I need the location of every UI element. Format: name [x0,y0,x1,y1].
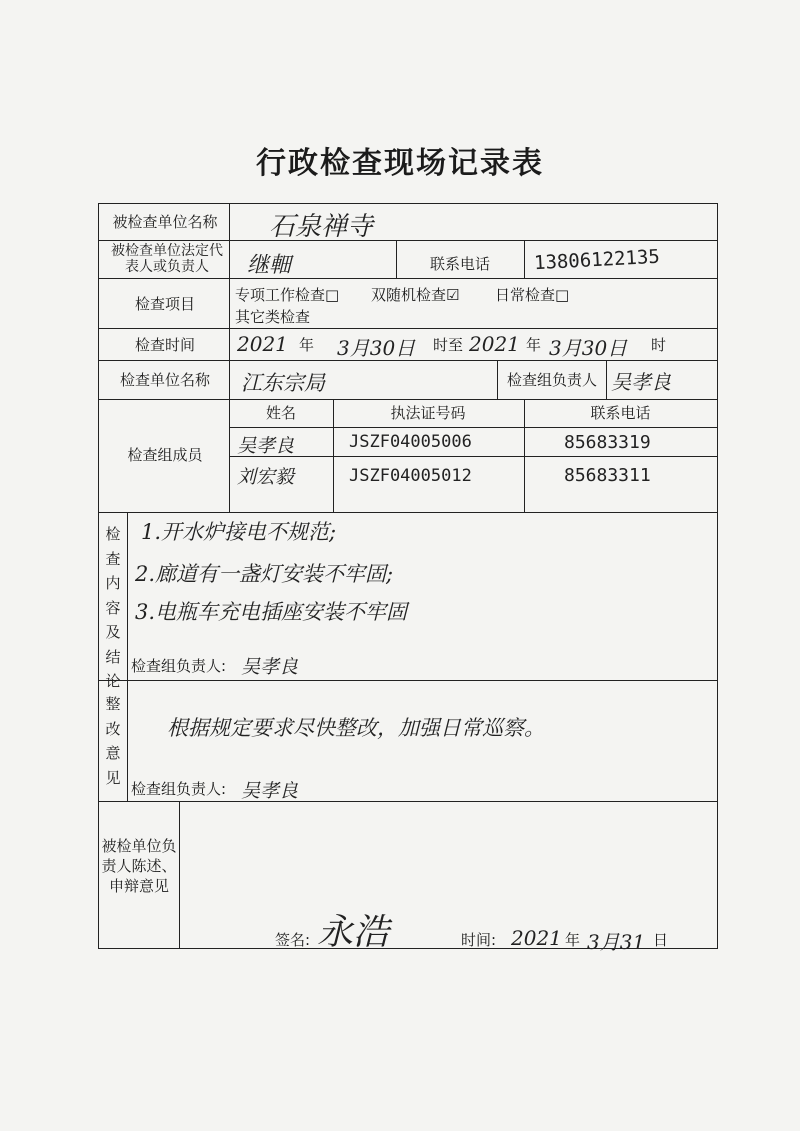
finding-item: 2.廊道有一盏灯安装不牢固; [135,562,394,586]
start-date-value: 3月30日 [337,336,416,360]
year-label: 年 [299,336,315,354]
col-divider [229,278,230,512]
col-divider [524,240,525,278]
rectification-leader-label: 检查组负责人: [131,780,227,798]
member-name: 刘宏毅 [237,466,295,488]
row-divider [99,680,717,681]
row-divider [99,801,717,802]
inspection-record-form [98,203,718,954]
statement-date-value: 3月31 [587,930,646,954]
statement-signature: 永浩 [317,912,390,953]
row-divider [229,456,717,457]
rectification-leader-signature: 吴孝良 [241,780,299,802]
finding-item: 1.开水炉接电不规范; [141,520,337,544]
row-divider [99,399,717,400]
until-label: 时至 [433,336,464,354]
item-other-label: 其它类检查 [235,308,311,326]
legal-rep-label: 被检查单位法定代表人或负责人 [111,243,223,275]
year-label: 年 [526,336,542,354]
page-title: 行政检查现场记录表 [256,146,544,181]
content-conclusion-label: 检查内容及结论 [105,525,121,690]
team-members-label: 检查组成员 [127,446,203,464]
time-label: 时间: [461,931,497,949]
col-divider [497,360,498,399]
legal-rep-value: 继䡒 [247,253,292,278]
statement-year-value: 2021 [511,926,562,950]
member-license: JSZF04005012 [349,466,472,486]
row-divider [99,240,717,241]
member-phone: 85683319 [564,432,651,453]
statement-label: 被检单位负责人陈述、申辩意见 [101,837,177,895]
inspected-unit-label: 被检查单位名称 [112,213,218,231]
hour-label: 时 [651,336,667,354]
rectification-label: 整改意见 [105,695,121,787]
member-phone: 85683311 [564,465,651,486]
contact-phone-value: 13806122135 [533,245,661,275]
col-phone-header: 联系电话 [590,404,651,422]
contact-phone-label: 联系电话 [429,255,490,273]
signature-label: 签名: [275,931,311,949]
row-divider [99,328,717,329]
findings-leader-label: 检查组负责人: [131,657,227,675]
row-divider [99,512,717,513]
col-divider [229,204,230,278]
team-leader-label: 检查组负责人 [506,371,597,389]
col-divider [179,801,180,948]
member-license: JSZF04005006 [349,432,472,452]
inspection-item-label: 检查项目 [134,295,195,313]
col-license-header: 执法证号码 [390,404,466,422]
team-leader-value: 吴孝良 [611,370,671,394]
inspection-time-label: 检查时间 [134,336,195,354]
day-label: 日 [653,931,669,949]
member-name: 吴孝良 [237,435,295,457]
end-date-value: 3月30日 [549,336,628,360]
year-label: 年 [565,931,581,949]
col-name-header: 姓名 [265,404,296,422]
item-special-checkbox[interactable]: 专项工作检查□ [235,286,340,304]
col-divider [606,360,607,399]
rectification-text: 根据规定要求尽快整改，加强日常巡察。 [167,716,545,740]
item-daily-checkbox[interactable]: 日常检查□ [495,286,570,304]
inspecting-unit-value: 江东宗局 [241,371,325,395]
inspected-unit-value: 石泉禅寺 [269,212,374,242]
start-year-value: 2021 [237,332,288,356]
inspecting-unit-label: 检查单位名称 [119,371,210,389]
finding-item: 3.电瓶车充电插座安装不牢固 [135,600,408,624]
col-divider [396,240,397,278]
row-divider [99,278,717,279]
item-double-random-checkbox[interactable]: 双随机检查☑ [371,286,460,304]
findings-leader-signature: 吴孝良 [241,656,299,678]
row-divider [229,427,717,428]
col-divider [127,512,128,801]
end-year-value: 2021 [469,332,520,356]
